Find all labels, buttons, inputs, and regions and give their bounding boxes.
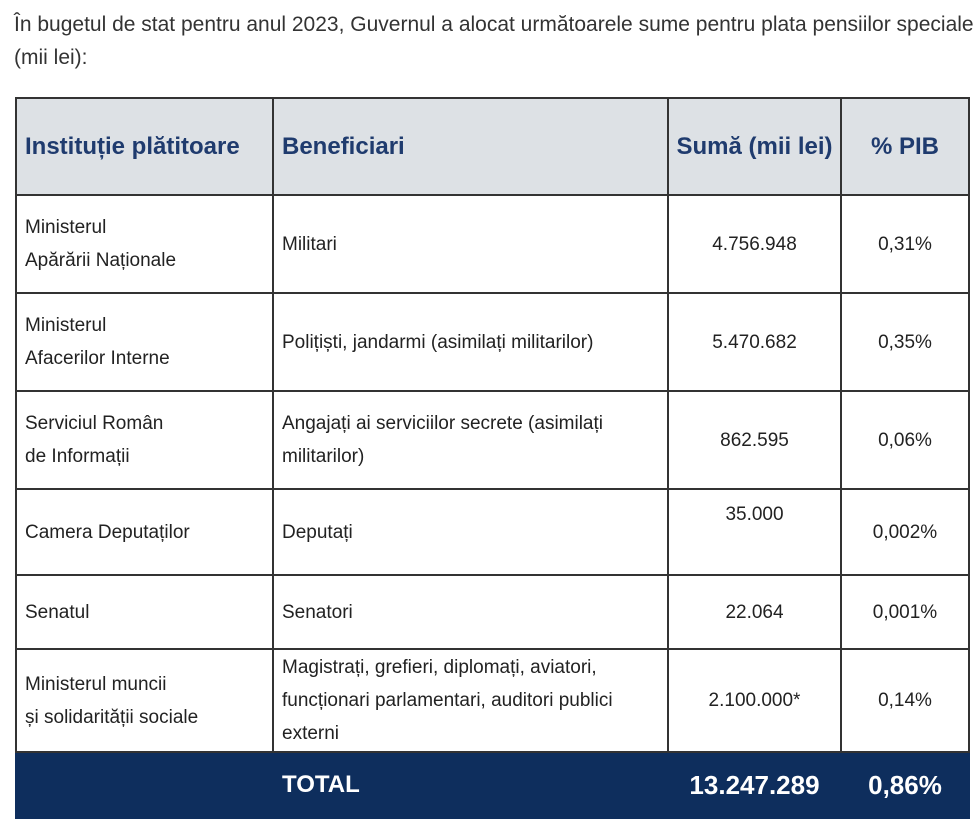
table-row — [16, 195, 969, 293]
institution-cell — [16, 391, 273, 489]
total-pib: 0,86% — [841, 752, 969, 818]
beneficiaries-cell: Polițiști, jandarmi (asimilați militarilor) — [273, 293, 668, 391]
institution-cell — [16, 195, 273, 293]
institution-line: Apărării Naționale — [25, 250, 177, 271]
institution-line: și solidarității sociale — [25, 706, 199, 728]
institution-line: Ministerul muncii — [25, 673, 167, 695]
table-row — [16, 391, 969, 489]
amount-cell: 2.100.000* — [668, 649, 841, 752]
beneficiaries-cell: Senatori — [273, 575, 668, 649]
institution-line: de Informații — [25, 446, 130, 467]
table-row — [16, 293, 969, 391]
table-row — [16, 575, 969, 649]
pib-cell: 0,001% — [841, 575, 969, 649]
institution-line: Serviciul Român — [25, 413, 164, 434]
institution-cell — [16, 649, 273, 752]
institution-line: Camera Deputaților — [25, 521, 190, 543]
total-amount: 13.247.289 — [668, 752, 841, 818]
pib-cell: 0,14% — [841, 649, 969, 752]
institution-line: Ministerul — [25, 315, 107, 336]
beneficiaries-cell: Militari — [273, 195, 668, 293]
beneficiaries-cell: Deputați — [273, 489, 668, 575]
pib-cell: 0,35% — [841, 293, 969, 391]
pib-cell: 0,002% — [841, 489, 969, 575]
amount-cell: 22.064 — [668, 575, 841, 649]
amount-cell: 5.470.682 — [668, 293, 841, 391]
total-empty-cell — [16, 752, 273, 818]
table-row — [16, 489, 969, 575]
institution-line: Ministerul — [25, 217, 107, 238]
pib-cell: 0,31% — [841, 195, 969, 293]
beneficiaries-cell: Angajați ai serviciilor secrete (asimilați militarilor) — [273, 391, 668, 489]
institution-cell — [16, 293, 273, 391]
amount-cell: 4.756.948 — [668, 195, 841, 293]
table-header-row — [16, 98, 969, 195]
amount-cell: 35.000 — [668, 489, 841, 575]
table-row — [16, 649, 969, 752]
header-beneficiaries: Beneficiari — [273, 98, 668, 195]
header-institution: Instituție plătitoare — [16, 98, 273, 195]
institution-line: Senatul — [25, 601, 90, 623]
beneficiaries-cell: Magistrați, grefieri, diplomați, aviatori, funcționari parlamentari, auditori publici externi — [273, 649, 668, 752]
pib-cell: 0,06% — [841, 391, 969, 489]
institution-line: Afacerilor Interne — [25, 348, 170, 369]
amount-cell: 862.595 — [668, 391, 841, 489]
pension-table — [15, 97, 970, 819]
institution-cell — [16, 489, 273, 575]
header-pib: % PIB — [841, 98, 969, 195]
total-label: TOTAL — [273, 752, 668, 818]
header-amount: Sumă (mii lei) — [668, 98, 841, 195]
institution-cell — [16, 575, 273, 649]
intro-paragraph: În bugetul de stat pentru anul 2023, Guvernul a alocat următoarele sume pentru plata pensiilor speciale (mii lei): — [14, 13, 974, 69]
total-row — [16, 752, 969, 818]
